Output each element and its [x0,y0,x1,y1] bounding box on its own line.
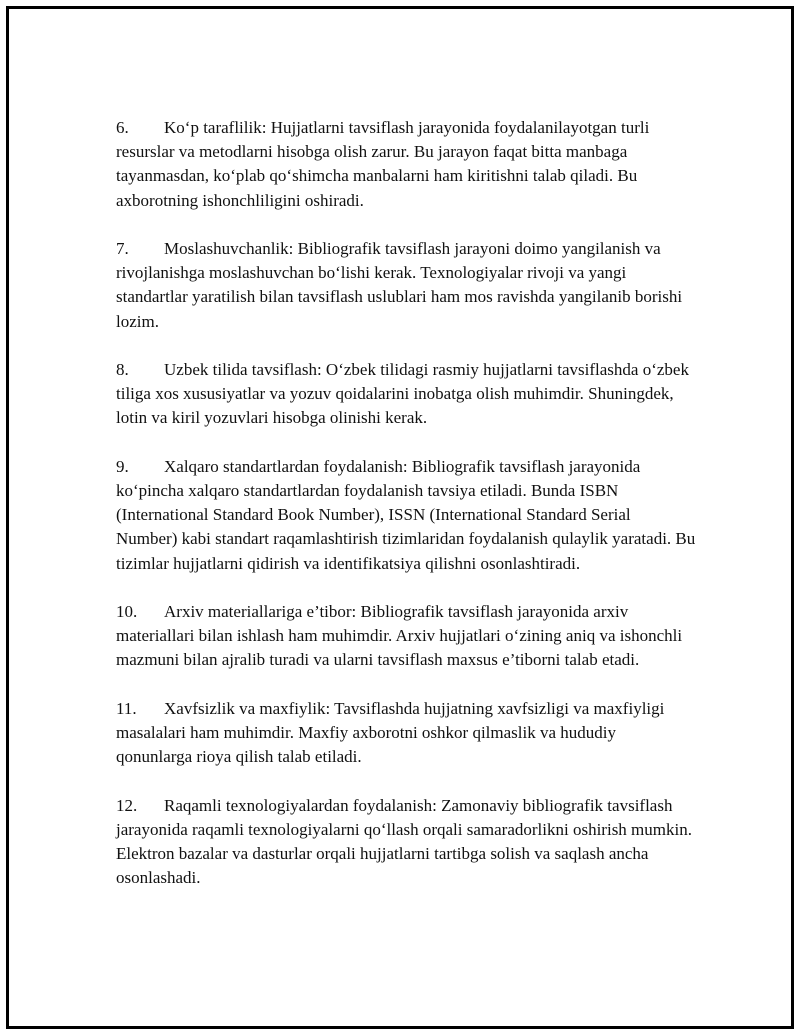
list-item-text: Xalqaro standartlardan foydalanish: Bibliografik tavsiflash jarayonida koʻpincha xalqaro standartlardan foydalanish tavsiya etiladi. Bunda ISBN (International Standard Book Number), ISSN (International Standard Serial Number) kabi standart raqamlashtirish tizimlaridan foydalanish qulaylik yaratadi. Bu tizimlar hujjatlarni qidirish va identifikatsiya qilishni osonlashtiradi. [116,456,696,573]
list-item-text: Raqamli texnologiyalardan foydalanish: Zamonaviy bibliografik tavsiflash jarayonida raqamli texnologiyalarni qoʻllash orqali samaradorlikni oshirish mumkin. Elektron bazalar va dasturlar orqali hujjatlarni tartibga solish va saqlash ancha osonlashadi. [116,795,692,888]
list-item-text: Uzbek tilida tavsiflash: Oʻzbek tilidagi rasmiy hujjatlarni tavsiflashda oʻzbek tiliga xos xususiyatlar va yozuv qoidalarini inobatga olish muhimdir. Shuningdek, lotin va kiril yozuvlari hisobga olinishi kerak. [116,360,689,428]
list-number: 12. [116,795,138,815]
list-item-9 [116,455,696,576]
list-item-10 [116,600,696,673]
list-number: 11. [116,698,137,718]
list-number: 9. [116,456,129,476]
list-number: 8. [116,360,129,379]
document-body [116,116,696,915]
list-number: 6. [116,118,129,137]
list-item-12 [116,794,696,891]
list-item-text: Arxiv materiallariga e’tibor: Bibliografik tavsiflash jarayonida arxiv materiallari bilan ishlash ham muhimdir. Arxiv hujjatlari oʻzining aniq va ishonchli mazmuni bilan ajralib turadi va ularni tavsiflash maxsus e’tiborni talab etadi. [116,602,683,670]
list-item-text: Moslashuvchanlik: Bibliografik tavsiflash jarayoni doimo yangilanish va rivojlanishga moslashuvchan boʻlishi kerak. Texnologiyalar rivoji va yangi standartlar yaratilish bilan tavsiflash uslublari ham mos ravishda yangilanib borishi lozim. [116,239,683,331]
list-item-text: Xavfsizlik va maxfiylik: Tavsiflashda hujjatning xavfsizligi va maxfiyligi masalalari ham muhimdir. Maxfiy axborotni oshkor qilmaslik va hududiy qonunlarga rioya qilish talab etiladi. [116,698,665,767]
list-item-7 [116,237,696,334]
list-item-11 [116,697,696,770]
list-number: 10. [116,602,138,621]
list-item-text: Koʻp taraflilik: Hujjatlarni tavsiflash jarayonida foydalanilayotgan turli resurslar va metodlarni hisobga olish zarur. Bu jarayon faqat bitta manbaga tayanmasdan, koʻplab qoʻshimcha manbalarni ham kiritishni talab qiladi. Bu axborotning ishonchliligini oshiradi. [116,118,650,210]
list-item-6 [116,116,696,213]
list-number: 7. [116,239,129,258]
list-item-8 [116,358,696,431]
